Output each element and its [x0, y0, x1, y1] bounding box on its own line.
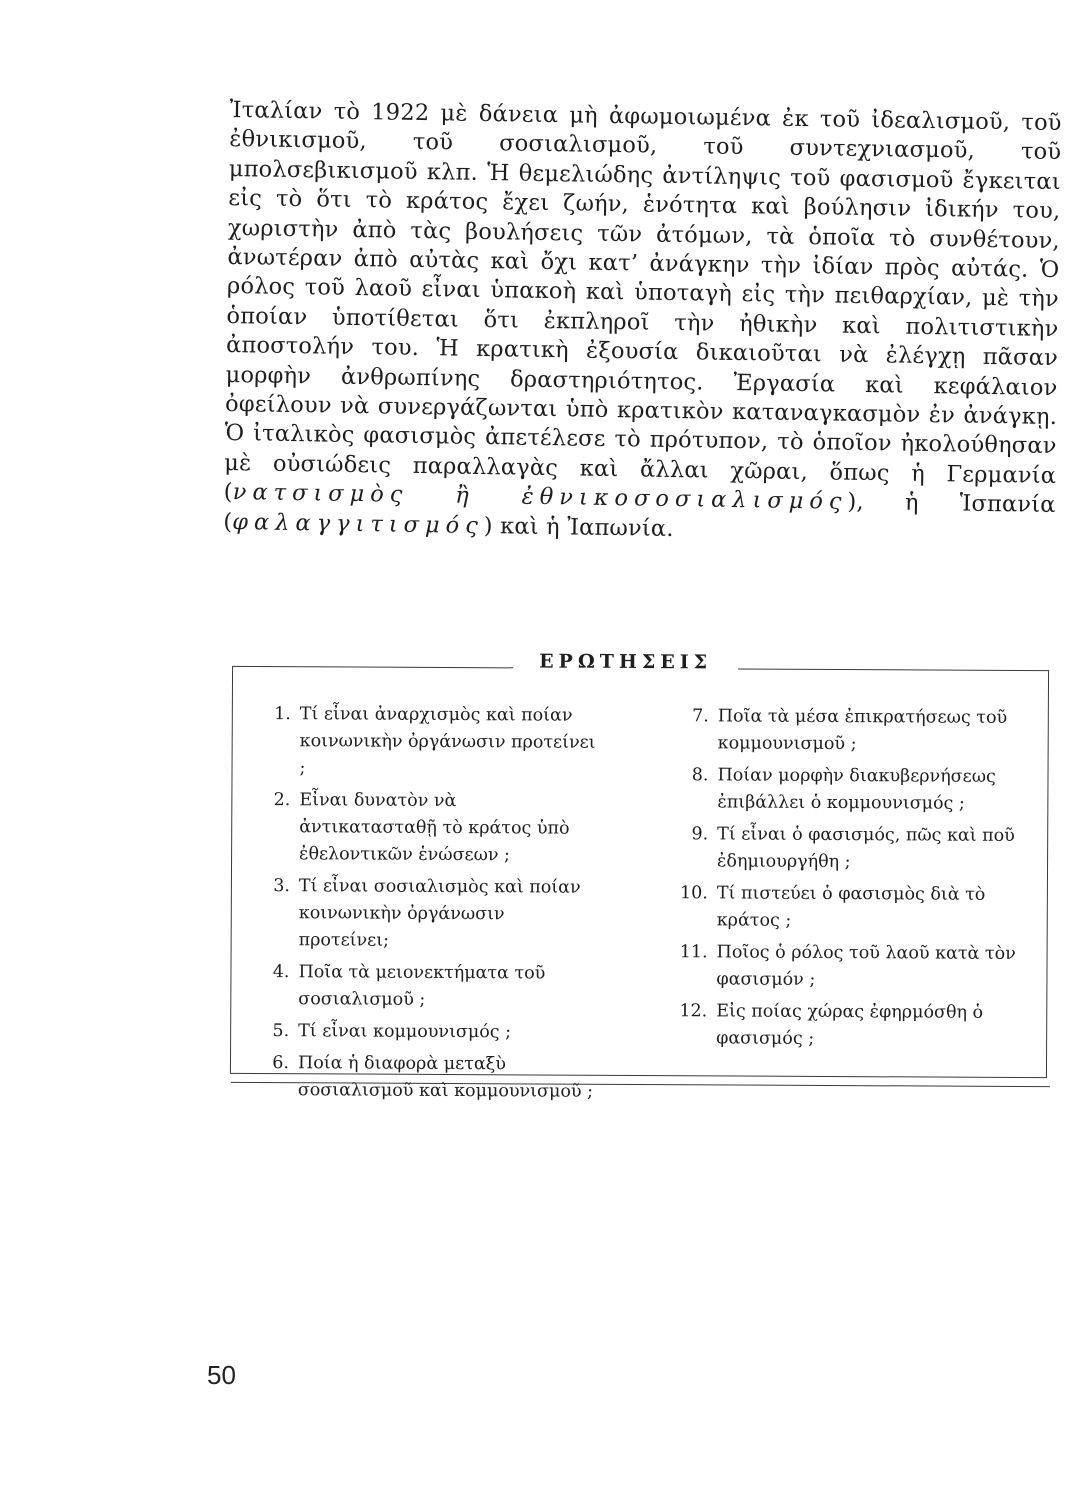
question-text: Ποῖα τὰ μέσα ἐπικρατήσεως τοῦ κομμουνισμοῦ ;	[717, 706, 1008, 755]
question-item	[253, 1018, 597, 1047]
question-number: 10.	[679, 883, 708, 904]
question-number: 5.	[272, 1021, 290, 1042]
question-number: 2.	[273, 790, 291, 811]
question-item	[254, 701, 598, 784]
question-text: Τί πιστεύει ὁ φασισμὸς διὰ τὸ κράτος ;	[716, 883, 986, 931]
question-text: Τί εἶναι ὁ φασισμός, πῶς καὶ ποῦ ἐδημιουργήθη ;	[717, 824, 1015, 873]
question-item	[665, 703, 1035, 759]
body-text	[223, 96, 1062, 550]
question-text: Ποῖος ὁ ρόλος τοῦ λαοῦ κατὰ τὸν φασισμόν ;	[716, 942, 1016, 990]
question-item	[664, 880, 1034, 936]
question-text: Ποία ἡ διαφορὰ μεταξὺ σοσιαλισμοῦ καὶ κομμουνισμοῦ ;	[297, 1053, 594, 1102]
spaced-term-nazism: νατσισμὸς ἢ ἐθνικοσοσιαλισμός	[232, 479, 848, 516]
questions-heading: ΕΡΩΤΗΣΕΙΣ	[513, 650, 738, 673]
question-number: 9.	[691, 824, 709, 845]
paragraph-text: Ἰταλίαν τὸ 1922 μὲ δάνεια μὴ ἀφωμοιωμένα ἐκ τοῦ ἰδεαλισμοῦ, τοῦ ἐθνικισμοῦ, τοῦ σοσιαλισμοῦ, τοῦ συντεχνιασμοῦ, τοῦ μπολσεβικισμοῦ κλπ. Ἡ θεμελιώδης ἀντίληψις τοῦ φασισμοῦ ἔγκειται εἰς τὸ ὅτι τὸ κράτος ἔχει ζωήν, ἑνότητα καὶ βούλησιν ἰδικήν του, χωριστὴν ἀπὸ τὰς βουλήσεις τῶν ἀτόμων, τὰ ὁποῖα τὸ συνθέτουν, ἀνωτέραν ἀπὸ αὐτὰς καὶ ὄχι κατ’ ἀνάγκην τὴν ἰδίαν πρὸς αὐτάς. Ὁ ρόλος τοῦ λαοῦ εἶναι ὑπακοὴ καὶ ὑποταγὴ εἰς τὴν πειθαρχίαν, μὲ τὴν ὁποίαν ὑποτίθεται ὅτι ἐκπληροῖ τὴν ἠθικὴν καὶ πολιτιστικὴν ἀποστολήν του. Ἡ κρατικὴ ἐξουσία δικαιοῦται νὰ ἐλέγχῃ πᾶσαν μορφὴν ἀνθρωπίνης δραστηριότητος. Ἐργασία καὶ κεφάλαιον ὀφείλουν νὰ συνεργάζωνται ὑπὸ κρατικὸν καταναγκασμὸν ἐν ἀνάγκῃ. Ὁ ἰταλικὸς φασισμὸς ἀπετέλεσε τὸ πρότυπον, τὸ ὁποῖον ἠκολούθησαν μὲ οὐσιώδεις παραλλαγὰς καὶ ἄλλαι χῶραι, ὅπως ἡ Γερμανία (	[223, 96, 1062, 506]
paragraph-text: ) καὶ ἡ Ἰαπωνία.	[483, 512, 674, 542]
question-text: Τί εἶναι σοσιαλισμὸς καὶ ποίαν κοινωνικὴν ὀργάνωσιν προτείνει;	[298, 876, 581, 951]
question-number: 12.	[679, 1001, 708, 1022]
question-item	[664, 762, 1034, 818]
question-number: 7.	[692, 706, 709, 727]
question-item	[664, 821, 1034, 877]
question-text: Ποίαν μορφὴν διακυβερνήσεως ἐπιβάλλει ὁ κομμουνισμός ;	[717, 765, 996, 814]
spaced-term-falangism: φαλαγγιτισμός	[232, 508, 485, 539]
question-item	[663, 998, 1033, 1054]
question-item	[254, 787, 598, 870]
question-text: Τί εἶναι κομμουνισμός ;	[298, 1021, 512, 1043]
question-text: Τί εἶναι ἀναρχισμὸς καὶ ποίαν κοινωνικὴν ὀργάνωσιν προτείνει ;	[299, 704, 596, 779]
question-number: 4.	[272, 962, 290, 983]
question-item	[253, 959, 597, 1015]
question-number: 11.	[679, 942, 708, 963]
body-paragraph	[223, 96, 1062, 550]
question-number: 8.	[691, 765, 709, 786]
question-number: 3.	[273, 876, 290, 897]
question-item	[663, 939, 1033, 995]
paragraph-text: ), ἡ Ἱσπανία (	[223, 489, 1056, 535]
questions-box	[230, 650, 1049, 1102]
page-number: 50	[207, 1360, 236, 1390]
question-number: 1.	[274, 704, 291, 725]
questions-left-column	[253, 701, 599, 1111]
question-text: Εἶναι δυνατὸν νὰ ἀντικατασταθῇ τὸ κράτος ὑπὸ ἐθελοντικῶν ἑνώσεων ;	[299, 790, 570, 866]
questions-right-column	[663, 703, 1035, 1059]
question-number: 6.	[272, 1053, 290, 1074]
question-item	[253, 1050, 597, 1106]
question-text: Ποῖα τὰ μειονεκτήματα τοῦ σοσιαλισμοῦ ;	[298, 962, 546, 1010]
question-text: Εἰς ποίας χώρας ἐφηρμόσθη ὁ φασισμός ;	[716, 1001, 984, 1049]
question-item	[254, 873, 598, 956]
